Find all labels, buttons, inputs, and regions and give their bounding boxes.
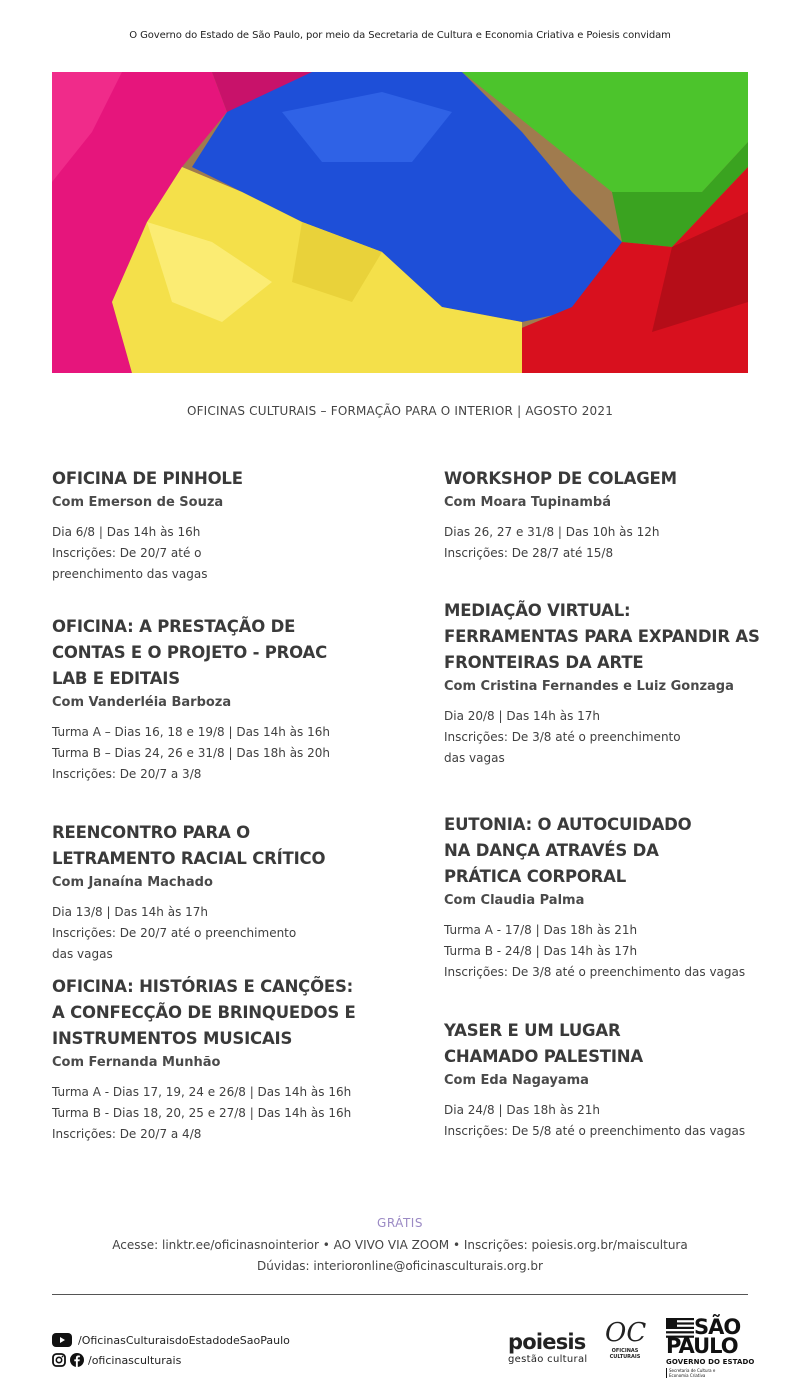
event-title: OFICINA: HISTÓRIAS E CANÇÕES: A CONFECÇÃO DE BRINQUEDOS E INSTRUMENTOS MUSICAIS xyxy=(52,977,356,1048)
event-host: Com Eda Nagayama xyxy=(444,1073,589,1088)
right-column-events xyxy=(444,466,764,1168)
youtube-icon xyxy=(52,1333,72,1347)
event-pinhole xyxy=(52,466,372,614)
event-details: Turma A - Dias 17, 19, 24 e 26/8 | Das 14h às 16h Turma B - Dias 18, 20, 25 e 27/8 | Das 14h às 16h Inscrições: De 20/7 a 4/8 xyxy=(52,1085,352,1141)
event-mediacao-virtual xyxy=(444,598,764,812)
event-host: Com Vanderléia Barboza xyxy=(52,695,232,710)
intro-text: O Governo do Estado de São Paulo, por meio da Secretaria de Cultura e Economia Criativa e Poiesis convidam xyxy=(129,30,671,41)
event-title: REENCONTRO PARA O LETRAMENTO RACIAL CRÍTICO xyxy=(52,823,326,868)
oc-caption: OFICINAS CULTURAIS xyxy=(609,1348,641,1360)
sp-line1: SÃO xyxy=(694,1315,741,1339)
event-title: YASER E UM LUGAR CHAMADO PALESTINA xyxy=(444,1021,643,1066)
event-host: Com Fernanda Munhão xyxy=(52,1055,221,1070)
sp-secretaria: Secretaria de Cultura e Economia Criativa xyxy=(666,1368,729,1378)
subtitle: OFICINAS CULTURAIS – FORMAÇÃO PARA O INTERIOR | AGOSTO 2021 xyxy=(186,404,614,418)
poiesis-wordmark: poiesis xyxy=(508,1330,586,1354)
instagram-icon xyxy=(52,1353,66,1367)
sp-line2: PAULO xyxy=(666,1334,738,1358)
event-title: MEDIAÇÃO VIRTUAL: FERRAMENTAS PARA EXPANDIR AS FRONTEIRAS DA ARTE xyxy=(444,601,760,672)
event-eutonia xyxy=(444,812,764,1018)
colored-paper-illustration xyxy=(52,72,748,373)
event-details: Turma A - 17/8 | Das 18h às 21h Turma B - 24/8 | Das 14h às 17h Inscrições: De 3/8 até o preenchimento das vagas xyxy=(444,923,746,979)
event-host: Com Claudia Palma xyxy=(444,893,585,908)
instagram-facebook-link[interactable] xyxy=(52,1353,181,1367)
event-host: Com Emerson de Souza xyxy=(52,495,224,510)
footer-divider xyxy=(52,1294,748,1295)
event-details: Dia 6/8 | Das 14h às 16h Inscrições: De 20/7 até o preenchimento das vagas xyxy=(52,525,208,581)
event-yaser-palestina xyxy=(444,1018,764,1168)
event-historias-cancoes xyxy=(52,974,372,1164)
event-details: Dia 20/8 | Das 14h às 17h Inscrições: De 3/8 até o preenchimento das vagas xyxy=(444,709,681,765)
event-prestacao-contas xyxy=(52,614,372,820)
free-label: GRÁTIS xyxy=(377,1216,423,1230)
sp-gov: GOVERNO DO ESTADO xyxy=(666,1358,755,1366)
event-title: OFICINA DE PINHOLE xyxy=(52,469,243,488)
oc-mark: OC xyxy=(605,1318,647,1348)
poiesis-tagline: gestão cultural xyxy=(508,1354,588,1365)
hero-image-colored-paper xyxy=(52,72,748,373)
event-host: Com Moara Tupinambá xyxy=(444,495,612,510)
event-details: Turma A – Dias 16, 18 e 19/8 | Das 14h às 16h Turma B – Dias 24, 26 e 31/8 | Das 18h às 20h Inscrições: De 20/7 a 3/8 xyxy=(52,725,330,781)
instagram-handle: /oficinasculturais xyxy=(88,1353,182,1367)
oficinas-culturais-logo xyxy=(605,1318,645,1360)
event-host: Com Janaína Machado xyxy=(52,875,213,890)
event-details: Dias 26, 27 e 31/8 | Das 10h às 12h Inscrições: De 28/7 até 15/8 xyxy=(444,525,660,560)
event-details: Dia 24/8 | Das 18h às 21h Inscrições: De 5/8 até o preenchimento das vagas xyxy=(444,1103,746,1138)
event-letramento-racial xyxy=(52,820,372,974)
event-title: EUTONIA: O AUTOCUIDADO NA DANÇA ATRAVÉS DA PRÁTICA CORPORAL xyxy=(444,815,692,886)
facebook-icon xyxy=(70,1353,84,1367)
youtube-handle: /OficinasCulturaisdoEstadodeSaoPaulo xyxy=(78,1333,290,1347)
access-info: Acesse: linktr.ee/oficinasnointerior • AO VIVO VIA ZOOM • Inscrições: poiesis.org.br/maiscultura xyxy=(112,1238,688,1252)
left-column-events xyxy=(52,466,372,1164)
event-title: OFICINA: A PRESTAÇÃO DE CONTAS E O PROJETO - PROAC LAB E EDITAIS xyxy=(52,617,328,688)
poiesis-logo xyxy=(508,1332,587,1367)
youtube-link[interactable] xyxy=(52,1333,290,1347)
event-host: Com Cristina Fernandes e Luiz Gonzaga xyxy=(444,679,734,694)
event-workshop-colagem xyxy=(444,466,764,598)
event-details: Dia 13/8 | Das 14h às 17h Inscrições: De 20/7 até o preenchimento das vagas xyxy=(52,905,297,961)
contact-email: Dúvidas: interioronline@oficinasculturais.org.br xyxy=(257,1259,543,1273)
event-title: WORKSHOP DE COLAGEM xyxy=(444,469,677,488)
